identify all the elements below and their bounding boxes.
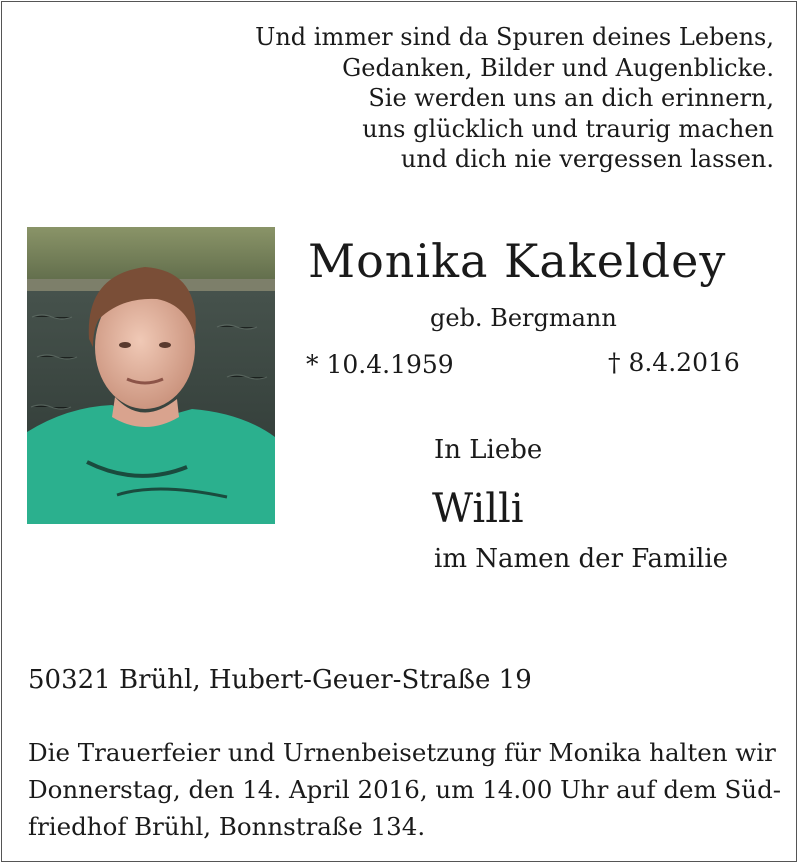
notice-line-2: Donnerstag, den 14. April 2016, um 14.00 Uhr auf dem Süd- [28, 775, 782, 804]
poem-line-5: und dich nie vergessen lassen. [400, 145, 774, 173]
mourner-name: Willi [432, 486, 524, 532]
birth-star-icon: * [306, 350, 319, 379]
poem-line-2: Gedanken, Bilder und Augenblicke. [342, 53, 774, 82]
portrait-photo [27, 227, 275, 524]
notice-line-1: Die Trauerfeier und Urnenbeisetzung für Monika halten wir [28, 738, 776, 767]
deceased-name: Monika Kakeldey [308, 234, 727, 288]
poem-line-4: uns glücklich und traurig machen [362, 114, 774, 143]
maiden-name: geb. Bergmann [430, 304, 617, 332]
notice-line-3: friedhof Brühl, Bonnstraße 134. [28, 812, 426, 841]
death-date: 8.4.2016 [628, 348, 740, 377]
address: 50321 Brühl, Hubert-Geuer-Straße 19 [28, 665, 532, 695]
funeral-notice [28, 734, 788, 845]
mourner-intro: In Liebe [434, 435, 543, 465]
poem-line-3: Sie werden uns an dich erinnern, [368, 84, 774, 112]
mourner-family: im Namen der Familie [434, 544, 729, 574]
death-cross-icon: † [608, 348, 621, 377]
death-date-line [608, 348, 740, 377]
birth-date-line [306, 350, 454, 379]
poem-line-1: Und immer sind da Spuren deines Lebens, [255, 23, 774, 51]
birth-date: 10.4.1959 [326, 350, 454, 379]
poem [214, 22, 774, 175]
